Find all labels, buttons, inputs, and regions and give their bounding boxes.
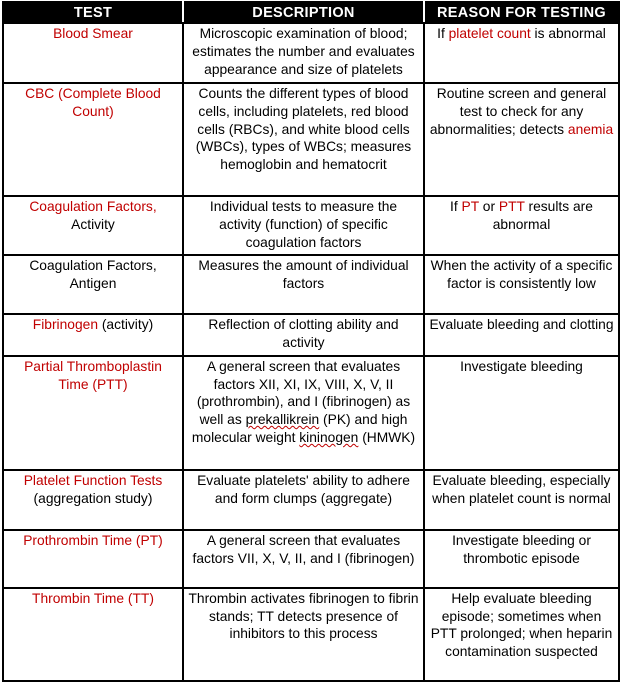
test-cell	[3, 83, 183, 196]
reason-text: If	[450, 198, 462, 214]
test-cell	[3, 588, 183, 681]
table-row	[3, 356, 619, 470]
description-text: (PK) and high molecular weight	[191, 412, 408, 445]
spellcheck-word: kininogen	[299, 429, 359, 445]
reason-cell	[424, 23, 619, 83]
test-link-ptt[interactable]: Partial Thromboplastin Time (PTT)	[24, 358, 162, 392]
test-link-blood-smear[interactable]: Blood Smear	[53, 26, 133, 41]
reason-text: is abnormal	[530, 26, 606, 41]
reason-text: results are abnormal	[492, 198, 593, 232]
test-suffix: (aggregation study)	[33, 490, 153, 506]
description-cell: Evaluate platelets' ability to adhere and form clumps (aggregate)	[183, 470, 424, 530]
reason-text: If	[437, 26, 449, 41]
table-row	[3, 314, 619, 355]
reason-text: or	[478, 198, 499, 214]
table-row	[3, 83, 619, 196]
description-cell: Measures the amount of individual factors	[183, 255, 424, 314]
test-suffix: Activity	[71, 216, 115, 232]
test-cell: Coagulation Factors, Antigen	[3, 255, 183, 314]
reason-cell: When the activity of a specific factor is consistently low	[424, 255, 619, 314]
reason-cell	[424, 196, 619, 255]
test-cell	[3, 530, 183, 588]
test-cell	[3, 314, 183, 355]
reason-cell: Evaluate bleeding and clotting	[424, 314, 619, 355]
reason-cell: Investigate bleeding or thrombotic episode	[424, 530, 619, 588]
link-anemia[interactable]: anemia	[567, 121, 614, 137]
description-cell: A general screen that evaluates factors VII, X, V, II, and I (fibrinogen)	[183, 530, 424, 588]
table-row	[3, 530, 619, 588]
description-text: (HMWK)	[358, 429, 416, 445]
header-description: DESCRIPTION	[183, 2, 424, 23]
description-text: A general screen that evaluates factors XII, XI, IX, VIII, X, V, II (prothrombin), and I (fibrinogen) as well as	[196, 358, 411, 428]
table-row	[3, 255, 619, 314]
link-ptt[interactable]: PTT	[498, 198, 525, 214]
test-link-fibrinogen[interactable]: Fibrinogen	[32, 317, 98, 333]
header-row	[3, 2, 619, 23]
test-link-cbc[interactable]: CBC (Complete Blood Count)	[25, 86, 161, 119]
reason-cell: Investigate bleeding	[424, 356, 619, 470]
description-cell: Individual tests to measure the activity (function) of specific coagulation factors	[183, 196, 424, 255]
description-cell	[183, 356, 424, 470]
header-reason: REASON FOR TESTING	[424, 2, 619, 23]
reason-cell	[424, 83, 619, 196]
blood-tests-table	[2, 1, 620, 682]
test-cell	[3, 356, 183, 470]
description-cell: Reflection of clotting ability and activity	[183, 314, 424, 355]
test-link-coagulation-factors[interactable]: Coagulation Factors,	[29, 198, 157, 214]
table-row	[3, 196, 619, 255]
test-suffix: (activity)	[98, 317, 154, 333]
test-cell	[3, 196, 183, 255]
test-link-pt[interactable]: Prothrombin Time (PT)	[23, 532, 163, 548]
test-link-platelet-function[interactable]: Platelet Function Tests	[23, 472, 163, 488]
header-test: TEST	[3, 2, 183, 23]
link-platelet-count[interactable]: platelet count	[448, 26, 531, 41]
reason-cell: Evaluate bleeding, especially when platelet count is normal	[424, 470, 619, 530]
description-cell: Counts the different types of blood cells, including platelets, red blood cells (RBCs), and white blood cells (WBCs), types of WBCs; measures hemoglobin and hematocrit	[183, 83, 424, 196]
spellcheck-word: prekallikrein	[245, 412, 320, 428]
description-cell: Microscopic examination of blood; estimates the number and evaluates appearance and size of platelets	[183, 23, 424, 83]
link-pt[interactable]: PT	[461, 198, 479, 214]
reason-cell: Help evaluate bleeding episode; sometimes when PTT prolonged; when heparin contamination suspected	[424, 588, 619, 681]
table-row	[3, 470, 619, 530]
table-row	[3, 23, 619, 83]
test-cell	[3, 23, 183, 83]
reason-text: Routine screen and general test to check for any abnormalities; detects	[429, 86, 607, 137]
description-cell: Thrombin activates fibrinogen to fibrin stands; TT detects presence of inhibitors to this process	[183, 588, 424, 681]
test-link-tt[interactable]: Thrombin Time (TT)	[32, 590, 154, 606]
table-row	[3, 588, 619, 681]
test-cell	[3, 470, 183, 530]
